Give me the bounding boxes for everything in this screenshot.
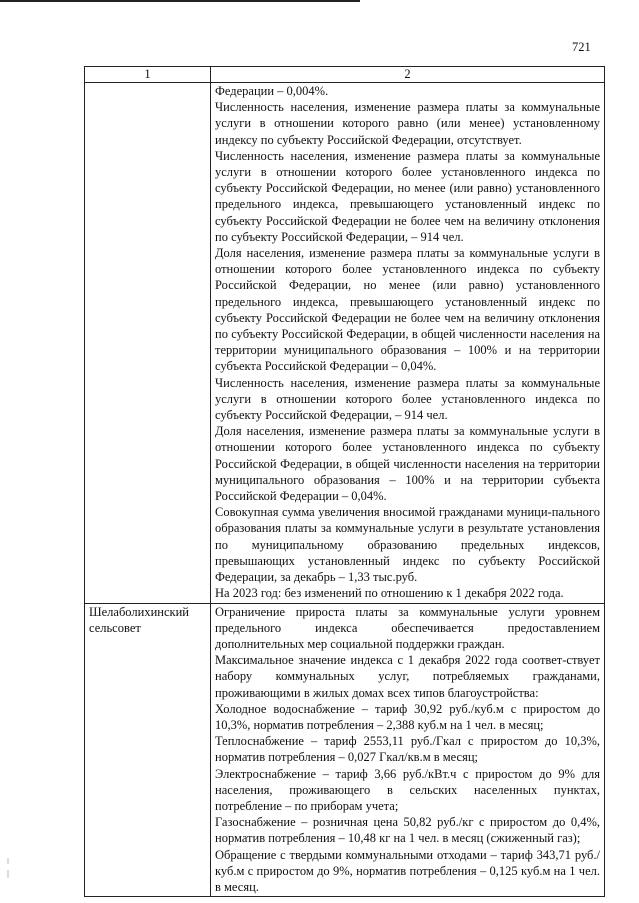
paragraph: На 2023 год: без изменений по отношению к 1 декабря 2022 года.: [215, 586, 564, 601]
paragraph: Численность населения, изменение размера платы за коммунальные услуги в отношении которого более установленного индекса по субъекту Российской Федерации, но менее (или равно) установленного предельного индекса, превышающего установленный индекс по субъекту Российской Федерации не более чем на величину отклонения по субъекту Российской Федерации, – 914 чел.: [215, 148, 600, 244]
municipality-cell: Шелаболихинский сельсовет: [85, 603, 211, 897]
table-row: [85, 603, 605, 897]
paragraph: Доля населения, изменение размера платы за коммунальные услуги в отношении которого более установленного индекса по субъекту Российской Федерации, но менее (или равно) установленного предельного индекса, превышающего установленный индекс по субъекту Российской Федерации не более чем на величину отклонения по субъекту Российской Федерации, в общей численности населения на территории муниципального образования – 100% и на территории субъекта Российской Федерации – 0,04%.: [215, 246, 600, 374]
paragraph: Федерации – 0,004%.: [215, 84, 329, 98]
paragraph: Численность населения, изменение размера платы за коммунальные услуги в отношении которого более установленного индекса по субъекту Российской Федерации, – 914 чел.: [215, 375, 600, 423]
paragraph: Доля населения, изменение размера платы за коммунальные услуги в отношении которого более установленного индекса по субъекту Российской Федерации, в общей численности населения на территории муниципального образования – 100% и на территории субъекта Российской Федерации – 0,04%.: [215, 424, 600, 504]
column-header-2: 2: [211, 67, 605, 83]
municipality-cell: [85, 83, 211, 604]
table-header-row: [85, 67, 605, 83]
margin-mark: [6, 858, 10, 878]
paragraph: Теплоснабжение – тариф 2553,11 руб./Гкал с приростом до 10,3%, норматив потребления – 0,027 Гкал/кв.м в месяц;: [215, 734, 600, 765]
description-cell: [211, 603, 605, 897]
paragraph: Ограничение прироста платы за коммунальные услуги уровнем предельного индекса обеспечивается предоставлением дополнительных мер социальной поддержки граждан.: [215, 604, 600, 651]
paragraph: Газоснабжение – розничная цена 50,82 руб./кг с приростом до 0,4%, норматив потребления – 10,48 кг на 1 чел. в месяц (сжиженный газ);: [215, 815, 600, 846]
paragraph: Обращение с твердыми коммунальными отходами – тариф 343,71 руб./куб.м с приростом до 9%, норматив потребления – 0,125 куб.м на 1 чел. в месяц.: [215, 847, 600, 894]
paragraph: Максимальное значение индекса с 1 декабря 2022 года соответ-ствует набору коммунальных услуг, потребляемых гражданами, проживающими в жилых домах всех типов благоустройства:: [215, 653, 600, 700]
page-number: 721: [572, 40, 591, 54]
description-cell: [211, 83, 605, 604]
paragraph: Численность населения, изменение размера платы за коммунальные услуги в отношении которого равно (или менее) установленному индексу по субъекту Российской Федерации, отсутствует.: [215, 100, 600, 147]
paragraph: Холодное водоснабжение – тариф 30,92 руб./куб.м с приростом до 10,3%, норматив потребления – 2,388 куб.м на 1 чел. в месяц;: [215, 701, 600, 732]
table-row: [85, 83, 605, 604]
data-table: [84, 66, 605, 897]
paragraph: Электроснабжение – тариф 3,66 руб./кВт.ч с приростом до 9% для населения, проживающего в сельских населенных пунктах, потребление – по приборам учета;: [215, 766, 600, 813]
top-rule: [0, 0, 360, 2]
column-header-1: 1: [85, 67, 211, 83]
paragraph: Совокупная сумма увеличения вносимой гражданами муници-пального образования платы за коммунальные услуги в результате установления по муниципальному образованию предельных индексов, превышающих установленный индекс по субъекту Российской Федерации, за декабрь – 1,33 тыс.руб.: [215, 505, 600, 585]
